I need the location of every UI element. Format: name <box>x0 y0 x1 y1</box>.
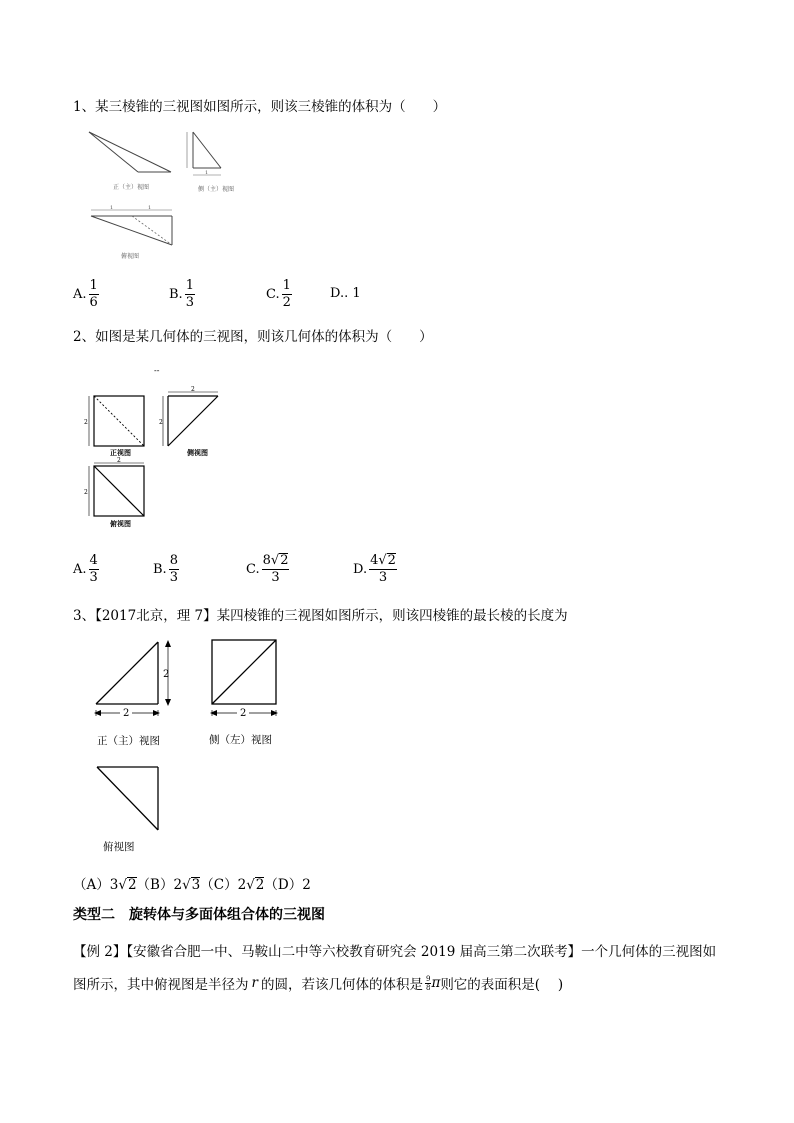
q2-front-caption: 正视图 <box>110 449 131 457</box>
q3-option-a[interactable]: （A）3√2 <box>73 877 137 893</box>
q1-option-a[interactable]: A. $\frac{1}{6}$ <box>73 278 98 310</box>
q2-top-dim-top: 2 <box>117 457 121 464</box>
q1-option-d[interactable]: D.. 1 <box>330 286 361 301</box>
q2-option-c[interactable]: C. $\frac{8√2}{3}$ <box>246 553 289 585</box>
question-2-stem: 2、如图是某几何体的三视图，则该几何体的体积为（ ） <box>73 329 433 345</box>
q3-side-dim-bottom: 2 <box>240 708 247 719</box>
q3-options <box>73 873 311 893</box>
q1-side-caption: 侧（主）视图 <box>198 186 235 193</box>
q2-option-b[interactable]: B. $\frac{8}{3}$ <box>153 553 178 585</box>
q1-top-caption: 俯视图 <box>121 253 140 260</box>
q1-top-dim-2: 1 <box>148 205 152 211</box>
q1-option-b[interactable]: B. $\frac{1}{3}$ <box>169 278 194 310</box>
q2-side-caption: 侧视图 <box>187 449 208 457</box>
q2-mark: -- <box>154 366 160 375</box>
q3-front-caption: 正（主）视图 <box>97 735 160 747</box>
q2-side-dim-top: 2 <box>191 386 195 393</box>
q3-front-dim-bottom: 2 <box>123 708 130 719</box>
pi-symbol: π <box>431 975 441 991</box>
q1-side-dim: 1 <box>205 170 209 176</box>
q2-front-dim: 2 <box>84 419 88 426</box>
example-2-line-1: 【例 2】【安徽省合肥一中、马鞍山二中等六校教育研究会 2019 届高三第二次联考】一个几何体的三视图如 <box>73 944 717 960</box>
example-2-line-2: 图所示，其中俯视图是半径为 r 的圆，若该几何体的体积是 $\frac{9}{8}$ π 则它的表面积是( ) <box>73 974 564 993</box>
q3-side-caption: 侧（左）视图 <box>209 734 272 746</box>
q1-option-c[interactable]: C. $\frac{1}{2}$ <box>266 278 291 310</box>
q3-front-dim-right: 2 <box>163 669 170 680</box>
question-3-stem: 3、【2017北京，理 7】某四棱锥的三视图如图所示，则该四棱锥的最长棱的长度为 <box>73 608 568 624</box>
question-3-figure <box>88 634 288 864</box>
q2-top-caption: 俯视图 <box>110 520 131 528</box>
q2-option-a[interactable]: A. $\frac{4}{3}$ <box>73 553 98 585</box>
q3-option-d[interactable]: （D）2 <box>264 877 311 893</box>
var-r: r <box>251 975 258 991</box>
question-1-figure <box>86 128 266 263</box>
q1-front-caption: 正（主）视图 <box>113 184 150 191</box>
q2-top-dim-left: 2 <box>84 489 88 496</box>
q3-top-caption: 俯视图 <box>103 841 135 853</box>
section-title: 类型二 旋转体与多面体组合体的三视图 <box>73 907 325 923</box>
question-1-stem: 1、某三棱锥的三视图如图所示，则该三棱锥的体积为（ ） <box>73 99 447 115</box>
q3-option-b[interactable]: （B）2√3 <box>136 877 201 893</box>
q2-option-d[interactable]: D. $\frac{4√2}{3}$ <box>353 553 396 585</box>
q2-side-dim-left: 2 <box>159 419 163 426</box>
q3-option-c[interactable]: （C）2√2 <box>200 877 265 893</box>
q1-top-dim-1: 1 <box>110 205 114 211</box>
